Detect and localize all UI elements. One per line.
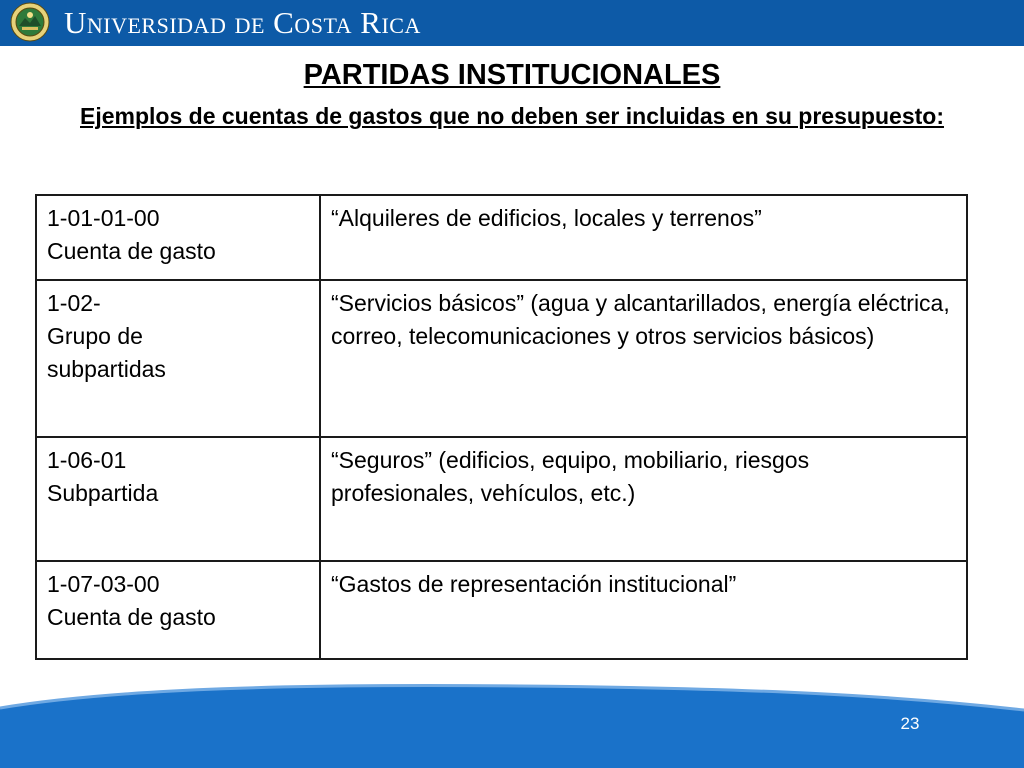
account-code-cell (36, 280, 320, 437)
page-subtitle: Ejemplos de cuentas de gastos que no deben ser incluidas en su presupuesto: (80, 103, 944, 129)
account-code: 1-07-03-00 (47, 571, 160, 597)
budget-accounts-table (35, 194, 968, 660)
header-bar (0, 0, 1024, 46)
account-description: “Seguros” (edificios, equipo, mobiliario, riesgos profesionales, vehículos, etc.) (320, 437, 967, 561)
account-code-cell (36, 437, 320, 561)
page-title: PARTIDAS INSTITUCIONALES (303, 59, 721, 91)
account-description: “Gastos de representación institucional” (320, 561, 967, 659)
account-description: “Servicios básicos” (agua y alcantarillados, energía eléctrica, correo, telecomunicaciones y otros servicios básicos) (320, 280, 967, 437)
table-row (36, 437, 967, 561)
university-seal-icon (10, 2, 50, 42)
table-row (36, 561, 967, 659)
table-row (36, 280, 967, 437)
account-type: Subpartida (47, 480, 159, 506)
page-number: 23 (900, 714, 920, 733)
table-row (36, 195, 967, 280)
account-type: Cuenta de gasto (47, 604, 216, 630)
account-code-cell (36, 561, 320, 659)
account-code-cell (36, 195, 320, 280)
university-name: Universidad de Costa Rica (64, 5, 421, 40)
account-description: “Alquileres de edificios, locales y terrenos” (320, 195, 967, 280)
account-code: 1-01-01-00 (47, 205, 160, 231)
account-code: 1-06-01 (47, 447, 127, 473)
account-type: Grupo de (47, 323, 143, 349)
account-type: subpartidas (47, 356, 166, 382)
account-type: Cuenta de gasto (47, 238, 216, 264)
footer-wave (0, 676, 1024, 768)
account-code: 1-02- (47, 290, 101, 316)
